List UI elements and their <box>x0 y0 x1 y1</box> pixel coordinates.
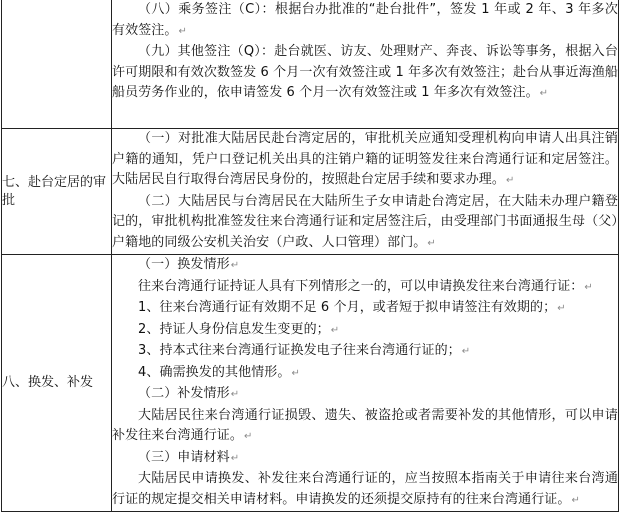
paragraph-mark-icon: ↵ <box>427 237 436 249</box>
row-content-cell <box>112 129 619 255</box>
paragraph-mark-icon: ↵ <box>557 303 566 314</box>
paragraph: （二）大陆居民与台湾居民在大陆所生子女申请赴台湾定居，在大陆未办理户籍登记的，审批机构批准签发往来台湾通行证和定居签注后，由受理部门书面通报生母（父）户籍地的同级公安机关治安（户政、人口管理）部门。↵ <box>112 193 618 250</box>
paragraph: （八）乘务签注（C）：根据台办批准的“赴台批件”，签发 1 年或 2 年、3 年多次有效签注。↵ <box>112 2 618 38</box>
paragraph: 往来台湾通行证持证人具有下列情形之一的，可以申请换发往来台湾通行证：↵ <box>138 278 593 294</box>
paragraph: （一）对批准大陆居民赴台湾定居的，审批机关应通知受理机构向申请人出具注销户籍的通知，凭户口登记机关出具的注销户籍的证明签发往来台湾通行证和定居签注。大陆居民自行取得台湾居民身份的，按照赴台定居手续和要求办理。↵ <box>112 131 618 187</box>
paragraph-mark-icon: ↵ <box>230 260 240 271</box>
paragraph-mark-icon: ↵ <box>539 88 549 99</box>
paragraph-mark-icon: ↵ <box>244 431 253 442</box>
paragraph-mark-icon: ↵ <box>230 452 240 464</box>
row-label: 八、换发、补发 <box>2 375 94 390</box>
paragraph-mark-icon: ↵ <box>461 346 471 357</box>
row-content-cell <box>112 255 619 512</box>
paragraph: （二）补发情形↵ <box>138 386 240 401</box>
paragraph-mark-icon: ↵ <box>230 389 240 400</box>
paragraph-mark-icon: ↵ <box>178 25 187 37</box>
paragraph: （九）其他签注（Q）：赴台就医、访友、处理财产、奔丧、诉讼等事务，根据入台许可期限和有效次数签发 6 个月一次有效签注或 1 年多次有效签注；赴台从事近海渔船船员劳务作业的，依申请签发 6 个月一次有效签注或 1 年多次有效签注。↵ <box>112 44 618 100</box>
paragraph-mark-icon: ↵ <box>506 175 515 186</box>
paragraph: （三）申请材料↵ <box>138 449 240 465</box>
paragraph: 3、持本式往来台湾通行证换发电子往来台湾通行证的；↵ <box>138 343 471 358</box>
row-label-cell <box>2 129 112 255</box>
paragraph: 4、确需换发的其他情形。↵ <box>138 364 300 380</box>
table-row <box>2 255 619 512</box>
row-label-cell <box>2 255 112 512</box>
paragraph: 1、往来台湾通行证有效期不足 6 个月，或者短于拟申请签注有效期的；↵ <box>138 300 566 315</box>
row-label-cell <box>2 0 112 129</box>
paragraph-mark-icon: ↵ <box>584 281 593 293</box>
paragraph: 大陆居民往来台湾通行证损毁、遗失、被盗抢或者需要补发的其他情形，可以申请补发往来台湾通行证。↵ <box>112 407 618 443</box>
paragraph-mark-icon: ↵ <box>571 494 580 506</box>
guide-table <box>1 0 619 512</box>
paragraph-mark-icon: ↵ <box>330 324 340 336</box>
paragraph: 2、持证人身份信息发生变更的；↵ <box>138 321 340 337</box>
paragraph-mark-icon: ↵ <box>291 367 300 379</box>
row-content-cell <box>112 0 619 129</box>
row-label: 七、赴台定居的审批 <box>2 174 107 208</box>
table-row <box>2 0 619 129</box>
paragraph: 大陆居民申请换发、补发往来台湾通行证的，应当按照本指南关于申请往来台湾通行证的规定提交相关申请材料。申请换发的还须提交原持有的往来台湾通行证。↵ <box>112 471 618 507</box>
table-row <box>2 129 619 255</box>
paragraph: （一）换发情形↵ <box>138 257 240 272</box>
